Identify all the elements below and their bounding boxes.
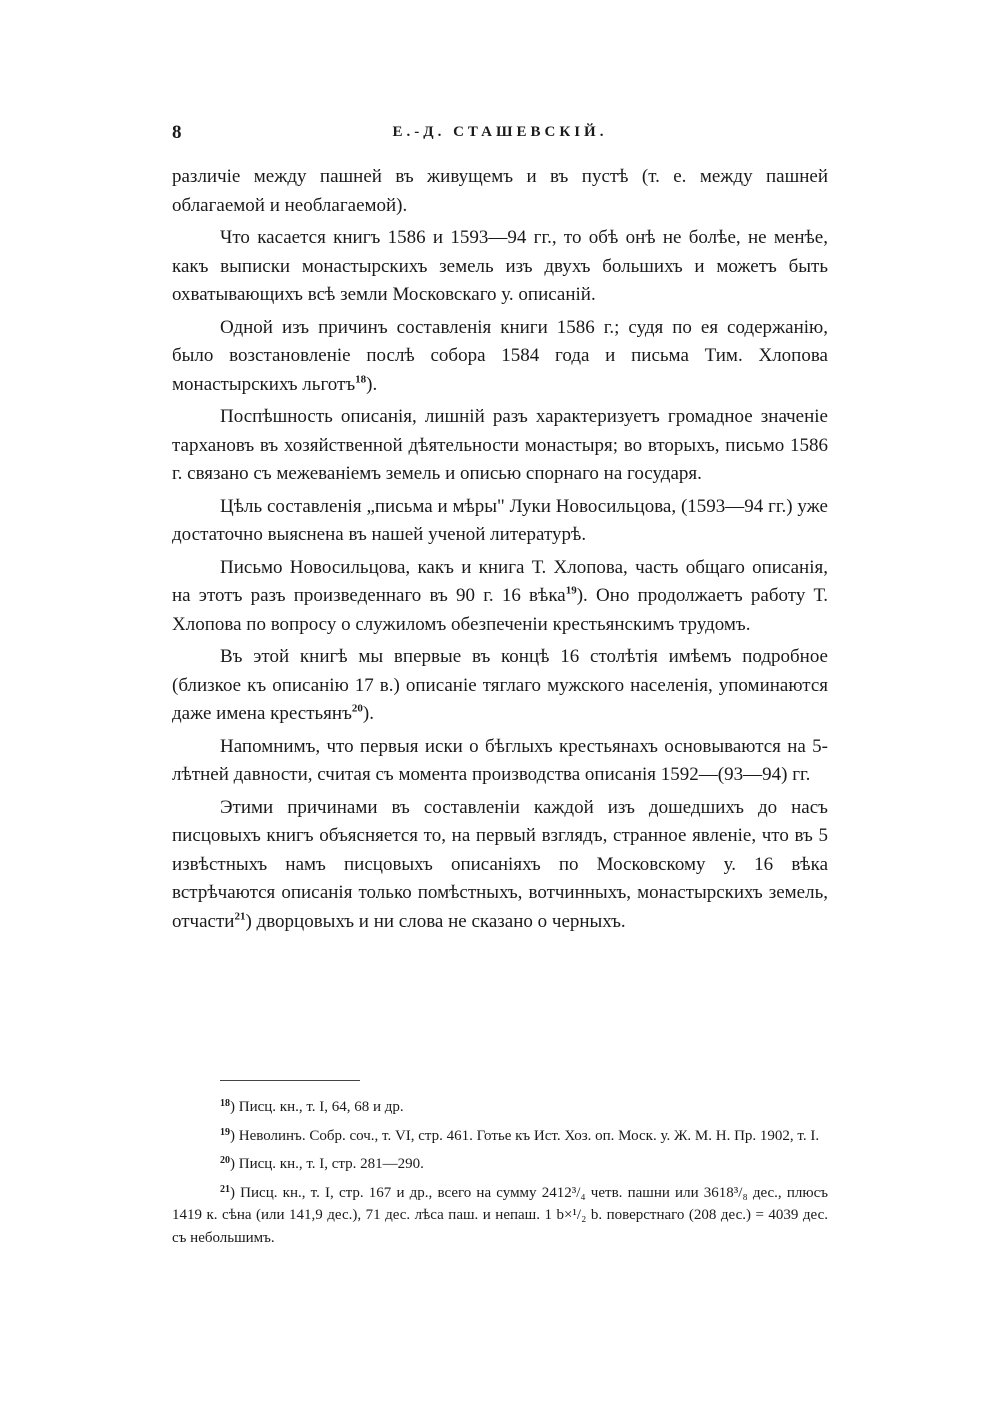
paragraph: Поспѣшность описанія, лишній разъ характеризуетъ громадное значеніе тархановъ въ хозяйственной дѣятельности монастыря; во вторыхъ, письмо 1586 г. связано съ межеваніемъ земель и описью спорнаго на государя.	[172, 406, 828, 484]
paragraph: Напомнимъ, что первыя иски о бѣглыхъ крестьянахъ основываются на 5-лѣтней давности, считая съ момента производства описанія 1592—(93—94) гг.	[172, 735, 828, 785]
footnote: $^{18}$) Писц. кн., т. I, 64, 68 и др.	[220, 1098, 404, 1115]
footnote-ref: 18	[355, 373, 367, 386]
paragraph: Въ этой книгѣ мы впервые въ концѣ 16 столѣтія имѣемъ подробное (близкое къ описанію 17 в.) описаніе тяглаго мужского населенія, упоминаются даже имена крестьянъ$^{20}$).	[172, 646, 828, 724]
footnote-ref: 19	[565, 584, 577, 597]
paragraph: Письмо Новосильцова, какъ и книга Т. Хлопова, часть общаго описанія, на этотъ разъ произведеннаго въ 90 г. 16 вѣка$^{19}$). Оно продолжаетъ работу Т. Хлопова по вопросу о служиломъ обезпеченіи крестьянскимъ трудомъ.	[172, 556, 828, 635]
footnote-divider	[220, 1080, 360, 1081]
paragraph: Что касается книгъ 1586 и 1593—94 гг., то обѣ онѣ не болѣе, не менѣе, какъ выписки монастырскихъ земель изъ двухъ большихъ и можетъ быть охватывающихъ всѣ земли Московскаго у. описаній.	[172, 227, 828, 305]
main-text	[172, 163, 828, 940]
paragraph: Этими причинами въ составленіи каждой изъ дошедшихъ до насъ писцовыхъ книгъ объясняется то, на первый взглядъ, странное явленіе, что въ 5 извѣстныхъ намъ писцовыхъ описаніяхъ по Московскому у. 16 вѣка встрѣчаются описанія только помѣстныхъ, вотчинныхъ, монастырскихъ земель, отчасти$^{21}$) дворцовыхъ и ни слова не сказано о черныхъ.	[172, 796, 828, 932]
paragraph: Цѣль составленія „письма и мѣры" Луки Новосильцова, (1593—94 гг.) уже достаточно выяснена въ нашей ученой литературѣ.	[172, 495, 828, 545]
footnote-ref: 21	[234, 910, 246, 923]
footnote-ref: 20	[351, 702, 363, 715]
page-header	[172, 122, 828, 146]
page-number: 8	[172, 122, 182, 143]
footnote: $^{20}$) Писц. кн., т. I, стр. 281—290.	[220, 1155, 424, 1172]
footnote: $^{21}$) Писц. кн., т. I, стр. 167 и др., всего на сумму 2412³/₄ четв. пашни или 3618³/₈ дес., плюсъ 1419 к. сѣна (или 141,9 дес.), 71 дес. лѣса паш. и непаш. 1 b×¹/₂ b. поверстнаго (208 дес.) = 4039 дес. съ небольшимъ.	[172, 1183, 828, 1246]
running-head: Е.-Д. СТАШЕВСКІЙ.	[392, 124, 608, 140]
footnotes	[172, 1093, 828, 1252]
paragraph: различіе между пашней въ живущемъ и въ пустѣ (т. е. между пашней облагаемой и необлагаемой).	[172, 166, 828, 216]
paragraph: Одной изъ причинъ составленія книги 1586 г.; судя по ея содержанію, было возстановленіе послѣ собора 1584 года и письма Тим. Хлопова монастырскихъ льготъ$^{18}$).	[172, 316, 828, 395]
footnote: $^{19}$) Неволинъ. Собр. соч., т. VI, стр. 461. Готье къ Ист. Хоз. оп. Моск. у. Ж. М. Н. Пр. 1902, т. I.	[220, 1126, 820, 1144]
